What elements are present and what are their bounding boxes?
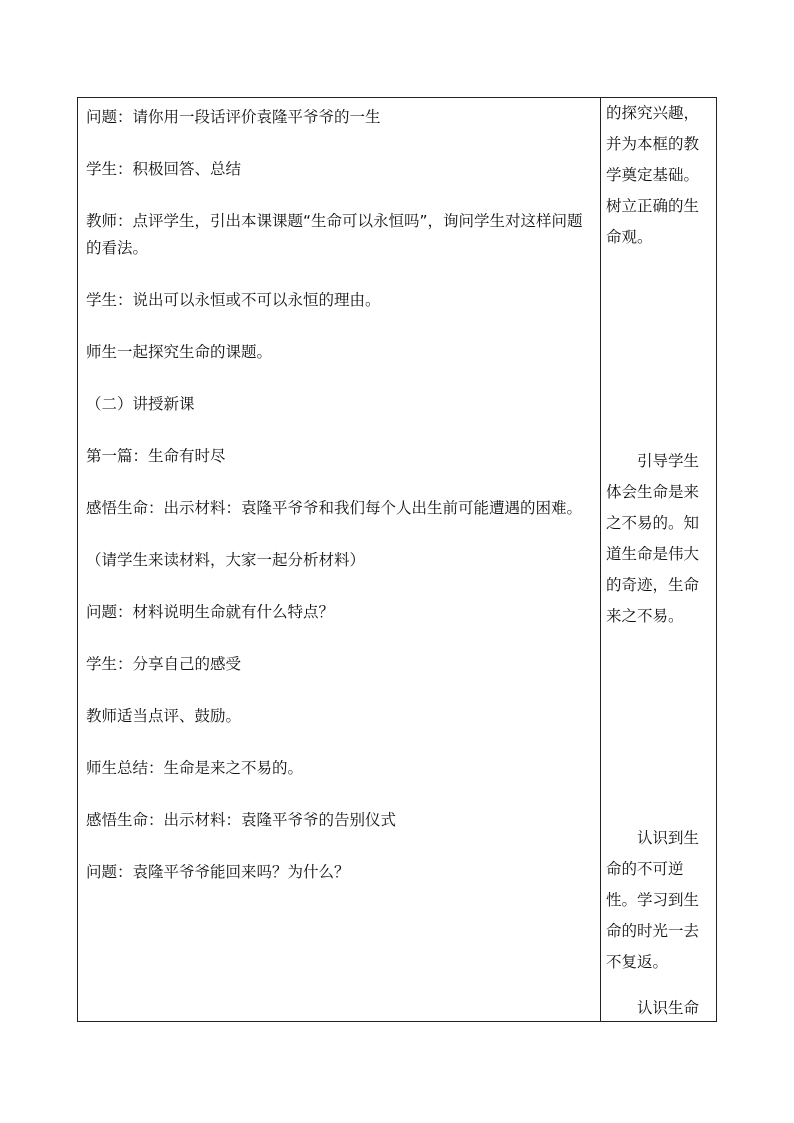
paragraph-teacher-encourage: 教师适当点评、鼓励。 [86,707,242,725]
paragraph-material-two: 感悟生命：出示材料：袁隆平爷爷的告别仪式 [86,811,397,829]
paragraph-teacher-comment: 教师：点评学生，引出本课课题“生命可以永恒吗”，询问学生对这样问题的看法。 [86,212,583,257]
paragraph-part-one: 第一篇：生命有时尽 [86,447,226,465]
section-heading-new-lesson: （二）讲授新课 [86,395,195,413]
design-intent-note-3: 认识到生命的不可逆性。学习到生命的时光一去不复返。 [606,829,700,971]
design-intent-note-1: 的探究兴趣，并为本框的教学奠定基础。树立正确的生命观。 [606,104,700,246]
paragraph-question-return: 问题：袁隆平爷爷能回来吗？为什么？ [86,863,350,881]
paragraph-question-evaluate: 问题：请你用一段话评价袁隆平爷爷的一生 [86,108,381,126]
paragraph-student-answer: 学生：积极回答、总结 [86,160,242,178]
paragraph-explore-topic: 师生一起探究生命的课题。 [86,343,273,361]
paragraph-student-reason: 学生：说出可以永恒或不可以永恒的理由。 [86,291,381,309]
column-divider [600,97,601,1022]
teaching-process-column [86,104,594,911]
paragraph-summary: 师生总结：生命是来之不易的。 [86,759,304,777]
design-intent-note-2: 引导学生体会生命是来之不易的。知道生命是伟大的奇迹，生命来之不易。 [606,452,700,625]
paragraph-material-one: 感悟生命：出示材料：袁隆平爷爷和我们每个人出生前可能遭遇的困难。 [86,499,583,517]
design-intent-note-4: 认识生命 [637,999,700,1017]
paragraph-student-share: 学生：分享自己的感受 [86,655,242,673]
paragraph-question-feature: 问题：材料说明生命就有什么特点？ [86,603,335,621]
paragraph-read-material: （请学生来读材料，大家一起分析材料） [86,551,366,569]
